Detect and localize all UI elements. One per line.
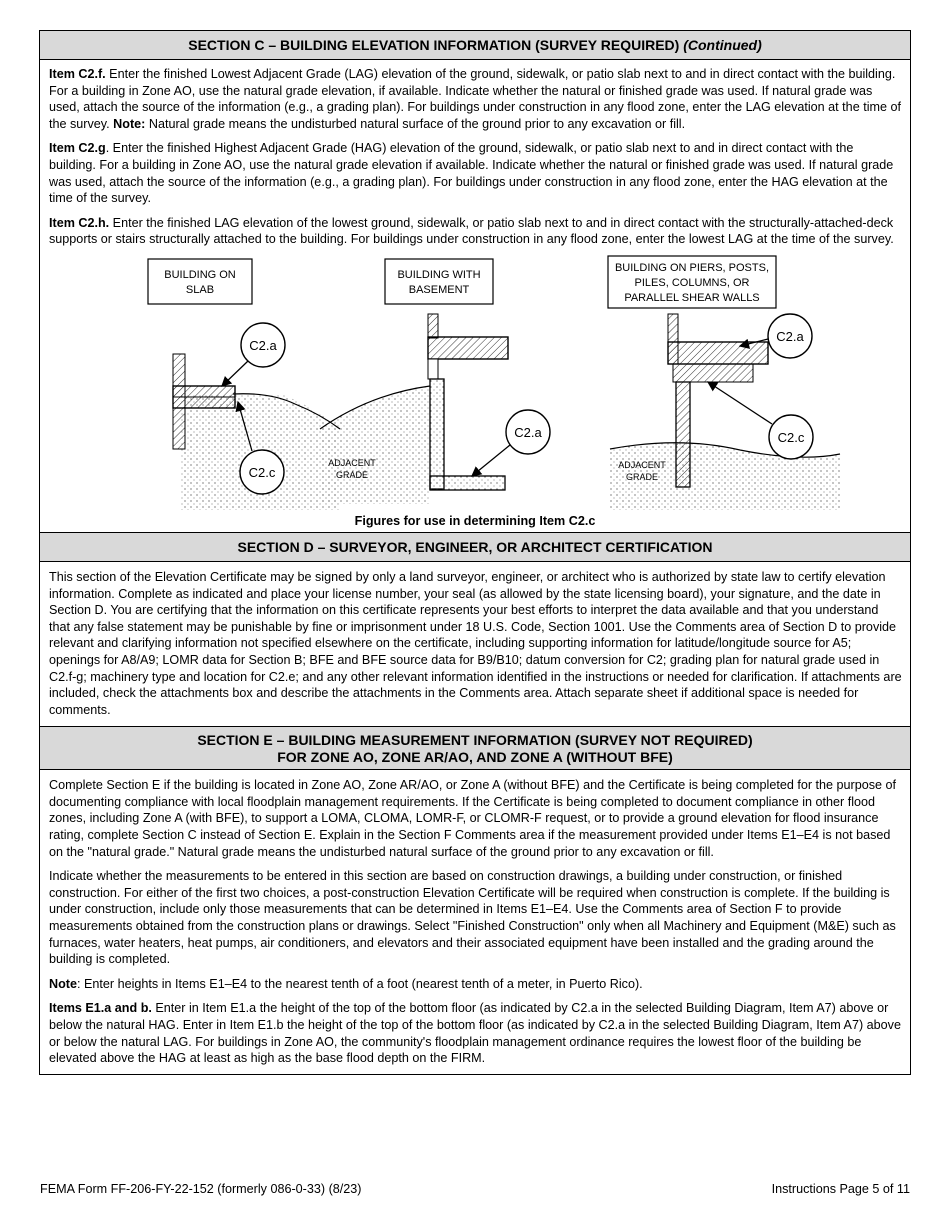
item-c2h-label: Item C2.h. (49, 215, 110, 230)
item-c2f-paragraph (49, 66, 902, 132)
basement-ground-left (320, 386, 430, 504)
basement-c2a-arrow (472, 445, 510, 476)
item-c2g-text: . Enter the finished Highest Adjacent Grade (HAG) elevation of the ground, sidewalk, or patio slab next to and in direct contact with the building. For a building in Zone AO, use the natural grade elevation if available. Indicate whether the natural or finished grade was used. If natural grade was used, attach the source of the information (e.g., a grading plan). For buildings under construction in any flood zone, enter the HAG elevation at the time of the survey. (49, 141, 894, 206)
section-e-title-line2: FOR ZONE AO, ZONE AR/AO, AND ZONE A (WITHOUT BFE) (277, 749, 673, 766)
section-c-body (40, 60, 910, 254)
section-e-paragraph-2: Indicate whether the measurements to be entered in this section are based on construction drawings, a building under construction, or finished construction. For either of the first two choices, a post-construction Elevation Certificate will be required when construction is complete. If the building is under construction, include only those measurements that can be determined in Items E1–E4. Use the Comments area of Section F to provide measurements obtained from the construction plans or drawings. Select "Finished Construction" only when all Machinery and Equipment (M&E) such as furnaces, water heaters, heat pumps, air conditioners, and elevators and their associated equipment have been installed and the grading around the building is completed. (49, 869, 896, 967)
slab-title-line2: SLAB (185, 283, 215, 296)
section-e-header (40, 726, 910, 770)
footer-page-number: Instructions Page 5 of 11 (771, 1182, 910, 1196)
item-c2f-text-b: Natural grade means the undisturbed natural surface of the ground prior to any excavation or fill. (145, 116, 686, 131)
basement-first-floor (428, 337, 508, 359)
building-diagrams-svg (40, 254, 910, 510)
section-e-note (49, 976, 902, 993)
section-c-title: SECTION C – BUILDING ELEVATION INFORMATION (SURVEY REQUIRED) (188, 37, 680, 53)
piers-adjacent-1: ADJACENT (618, 459, 666, 470)
item-c2f-text-a: Enter the finished Lowest Adjacent Grade (LAG) elevation of the ground, sidewalk, or patio slab next to and in direct contact with the building. For a building in Zone AO, use the natural grade elevation, if available. Indicate whether the natural or finished grade was used. If natural grade was used, attach the source of the information (e.g., a grading plan). For buildings under construction in any flood zone, enter the LAG elevation at the time of the survey. (49, 67, 901, 131)
item-c2h-text: Enter the finished LAG elevation of the lowest ground, sidewalk, or patio slab next to and in direct contact with the structurally-attached-deck supports or stairs structurally attached to the building. For buildings under construction in any flood zone, enter the lowest LAG at the time of the survey. (49, 215, 894, 247)
figure-building-on-piers (608, 256, 840, 510)
slab-c2a-arrow (222, 361, 248, 386)
basement-title-box (385, 259, 493, 304)
section-e-paragraph-1: Complete Section E if the building is located in Zone AO, Zone AR/AO, or Zone A (without BFE) and the Certificate is being completed for the purpose of documenting compliance with local floodplain management requirements. If the Certificate is being completed to document compliance in other flood zones, including Zone A (with BFE), to support a LOMA, CLOMA, LOMR-F, or CLOMR-F request, or to provide a ground elevation for flood insurance rating, complete Section C instead of Section E. Explain in the Section F Comments area if the measurement provided under Items E1–E4 is not based on the "natural grade." Natural grade means the undisturbed natural surface of the ground prior to any excavation or fill. (49, 778, 897, 859)
basement-adjacent-2: GRADE (335, 469, 369, 480)
piers-floor (668, 342, 768, 364)
items-e1-label: Items E1.a and b. (49, 1001, 152, 1016)
piers-title-line1: BUILDING ON PIERS, POSTS, (614, 261, 770, 274)
section-e-note-text: : Enter heights in Items E1–E4 to the nearest tenth of a foot (nearest tenth of a meter, in Puerto Rico). (77, 976, 643, 991)
piers-title-line2: PILES, COLUMNS, OR (634, 276, 750, 289)
piers-c2c-label: C2.c (777, 429, 805, 445)
basement-adjacent-1: ADJACENT (328, 457, 376, 468)
item-c2g-label: Item C2.g (49, 141, 106, 156)
piers-c2c-arrow (708, 382, 772, 424)
items-e1-paragraph (49, 1000, 902, 1066)
section-d-paragraph: This section of the Elevation Certificate may be signed by only a land surveyor, engineer, or architect who is authorized by state law to certify elevation information. Complete as indicated and place your license number, your seal (as allowed by the state licensing board), your signature, and the date in Section D. You are certifying that the information on this certificate represents your best efforts to interpret the data available and that you understand that any false statement may be punishable by fine or imprisonment under 18 U.S. Code, Section 1001. Use the Comments area of Section D to provide relevant and clarifying information not specified elsewhere on the certificate, including supporting information for latitude/longitude source for A5; openings for A8/A9; LOMR data for Section B; BFE and BFE source data for B9/B10; datum conversion for C2; grading plan for natural grade used in C2.f-g; machinery type and location for C2.e; and any other relevant information identified in the instructions or needed for clarification. If attachments are included, check the attachments box and describe the attachments in the Comments area. Attach separate sheet if additional space is needed for comments. (49, 569, 902, 717)
slab-title-box (148, 259, 252, 304)
section-e-title-line1: SECTION E – BUILDING MEASUREMENT INFORMATION (SURVEY NOT REQUIRED) (197, 732, 753, 749)
section-e-note-label: Note (49, 976, 77, 991)
item-c2g-paragraph (49, 140, 902, 206)
piers-pier (676, 382, 690, 487)
basement-wall (430, 379, 444, 489)
item-c2f-note-label: Note: (113, 116, 146, 131)
figures-caption: Figures for use in determining Item C2.c (354, 513, 596, 528)
piers-adjacent-2: GRADE (625, 471, 659, 482)
section-d-title: SECTION D – SURVEYOR, ENGINEER, OR ARCHITECT CERTIFICATION (237, 538, 713, 555)
piers-beam (673, 364, 753, 382)
footer-form-id: FEMA Form FF-206-FY-22-152 (formerly 086-0-33) (8/23) (40, 1182, 362, 1196)
item-c2f-label: Item C2.f. (49, 67, 106, 81)
basement-title-line2: BASEMENT (408, 283, 470, 296)
item-c2h-paragraph (49, 215, 902, 248)
building-diagrams (40, 254, 910, 510)
section-d-header (40, 532, 910, 562)
slab-c2a-label: C2.a (249, 337, 277, 353)
figure-building-with-basement (320, 259, 550, 504)
piers-c2a-label: C2.a (776, 328, 804, 344)
instructions-frame (39, 30, 911, 1075)
section-c-title-suffix: (Continued) (683, 37, 762, 53)
figure-building-on-slab (148, 259, 340, 510)
piers-title-line3: PARALLEL SHEAR WALLS (624, 291, 760, 304)
section-e-body (40, 770, 910, 1074)
basement-title-line1: BUILDING WITH (397, 268, 481, 281)
items-e1-text: Enter in Item E1.a the height of the top of the bottom floor (as indicated by C2.a in the selected Building Diagram, Item A7) above or below the natural HAG. Enter in Item E1.b the height of the top of the bottom floor (as indicated by C2.a in the selected Building Diagram, Item A7) above or below the natural LAG. For buildings in Zone AO, the community's floodplain management ordinance requires the lowest floor of the building be elevated above the HAG at least as high as the base flood depth on the FIRM. (49, 1001, 901, 1066)
basement-c2a-label: C2.a (514, 424, 542, 440)
slab-title-line1: BUILDING ON (164, 268, 236, 281)
slab-c2c-label: C2.c (248, 464, 276, 480)
basement-slab (430, 476, 505, 490)
section-c-header (40, 31, 910, 60)
section-d-body (40, 562, 910, 726)
